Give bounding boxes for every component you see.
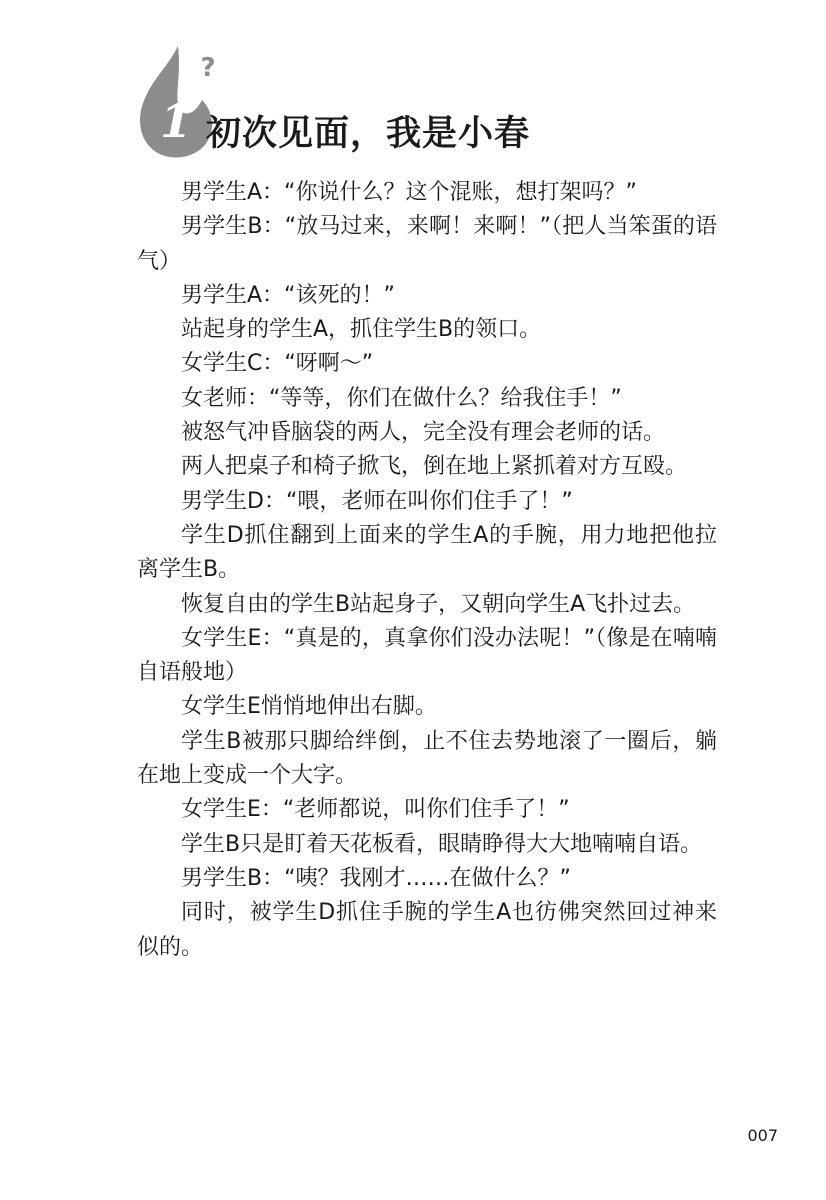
- paragraph: 恢复自由的学生B站起身子，又朝向学生A飞扑过去。: [181, 591, 696, 617]
- paragraph: 女学生E：“老师都说，叫你们住手了！”: [181, 797, 570, 823]
- body-text: [137, 176, 717, 965]
- svg-text:?: ?: [200, 53, 216, 83]
- paragraph: 男学生B：“咦？我刚才……在做什么？”: [181, 865, 571, 891]
- paragraph: 女学生E悄悄地伸出右脚。: [181, 694, 437, 720]
- paragraph: 男学生A：“该死的！”: [181, 282, 395, 308]
- paragraph: 女学生E：“真是的，真拿你们没办法呢！”（像是在喃喃自语般地）: [137, 625, 717, 686]
- chapter-header: [130, 40, 730, 170]
- paragraph: 男学生B：“放马过来，来啊！来啊！”（把人当笨蛋的语气）: [137, 214, 717, 274]
- paragraph: 学生D抓住翻到上面来的学生A的手腕，用力地把他拉离学生B。: [137, 522, 717, 583]
- paragraph: 学生B只是盯着天花板看，眼睛睁得大大地喃喃自语。: [181, 831, 703, 857]
- paragraph: 同时，被学生D抓住手腕的学生A也彷佛突然回过神来似的。: [137, 900, 717, 960]
- chapter-number: 1: [159, 94, 192, 148]
- paragraph: 男学生A：“你说什么？这个混账，想打架吗？”: [181, 180, 637, 205]
- paragraph: 女老师：“等等，你们在做什么？给我住手！”: [181, 385, 622, 411]
- paragraph: 站起身的学生A，抓住学生B的领口。: [181, 317, 542, 343]
- paragraph: 学生B被那只脚给绊倒，止不住去势地滚了一圈后，躺在地上变成一个大字。: [137, 728, 717, 789]
- paragraph: 被怒气冲昏脑袋的两人，完全没有理会老师的话。: [181, 420, 666, 446]
- paragraph: 两人把桌子和椅子掀飞，倒在地上紧抓着对方互殴。: [181, 454, 688, 480]
- chapter-title: 初次见面，我是小春: [206, 114, 531, 154]
- paragraph: 女学生C：“呀啊～”: [181, 351, 374, 377]
- paragraph: 男学生D：“喂，老师在叫你们住手了！”: [181, 488, 573, 514]
- page-number: 007: [747, 1126, 778, 1145]
